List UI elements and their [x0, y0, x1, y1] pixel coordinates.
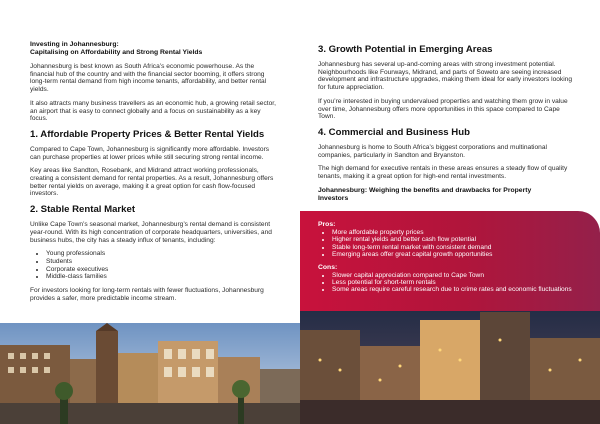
section4-heading: 4. Commercial and Business Hub	[318, 126, 470, 138]
pros-label: Pros:	[318, 221, 336, 228]
intro-title-line1: Investing in Johannesburg:	[30, 41, 119, 48]
section4-paragraph-1: Johannesburg is home to South Africa’s biggest corporations and multinational companies, particularly in Sandton and Bryanston.	[318, 143, 547, 159]
list-item: • Some areas require careful research due to crime rates and economic fluctuations	[332, 286, 586, 293]
intro-paragraph-1: Johannesburg is best known as South Africa’s economic powerhouse. As the financial hub of the country and with the financial sector booming, it offers strong long-term rental demand from high income tenants, affordability, and better rental yields.	[30, 63, 267, 94]
list-item: • Slower capital appreciation compared to Cape Town	[332, 272, 586, 279]
list-item: • Emerging areas offer great capital growth opportunities	[332, 251, 586, 258]
tenant-list	[30, 250, 278, 281]
section4-paragraph-2: The high demand for executive rentals in these areas ensures a steady flow of quality tenants, making it a great option for high-end rental investments.	[318, 165, 568, 181]
cons-label: Cons:	[318, 263, 338, 271]
intro-title	[30, 41, 278, 57]
weigh-heading-line1: Johannesburg: Weighing the benefits and drawbacks for Property	[318, 186, 532, 194]
pros-cons-panel	[300, 211, 600, 311]
list-item: • Middle-class families	[46, 273, 278, 281]
list-item: • Corporate executives	[46, 266, 278, 274]
pros-list	[318, 229, 586, 259]
weigh-heading-line2: Investors	[318, 194, 349, 202]
pros-cons-content	[318, 221, 586, 299]
weigh-heading	[318, 187, 574, 203]
cons-list	[318, 272, 586, 294]
list-item: • More affordable property prices	[332, 229, 586, 236]
left-column	[30, 41, 278, 308]
section2-paragraph-2: For investors looking for long-term rentals with fewer fluctuations, Johannesburg provides a safer, more predictable income stream.	[30, 287, 264, 302]
section1-heading: 1. Affordable Property Prices & Better Rental Yields	[30, 128, 265, 140]
section1-paragraph-2: Key areas like Sandton, Rosebank, and Midrand attract working professionals, creating a consistent demand for rental properties. As a result, Johannesburg offers better rental yields on average, making it a great option for cash flow-focused investors.	[30, 167, 274, 198]
intro-title-line2: Capitalising on Affordability and Strong Rental Yields	[30, 49, 203, 56]
section2-heading: 2. Stable Rental Market	[30, 204, 136, 216]
intro-paragraph-2: It also attracts many business travellers as an economic hub, a growing retail sector, an airport that is easy to connect globally and a focus on sustainability as a key focus.	[30, 99, 276, 123]
right-page	[300, 0, 600, 424]
list-item: • Stable long-term rental market with consistent demand	[332, 244, 586, 251]
list-item: • Young professionals	[46, 250, 278, 258]
section3-paragraph-1: Johannesburg has several up-and-coming areas with strong investment potential. Neighbourhoods like Fourways, Midrand, and parts of Soweto are seeing increased development and infrastructure upgrades, making them ideal for early investors looking for future appreciation.	[318, 61, 572, 92]
section1-paragraph-1: Compared to Cape Town, Johannesburg is significantly more affordable. Investors can purchase properties at lower prices while still securing strong rental income.	[30, 145, 270, 161]
right-column	[318, 40, 574, 203]
section3-heading: 3. Growth Potential in Emerging Areas	[318, 44, 493, 55]
section3-paragraph-2: If you’re interested in buying undervalued properties and watching them grow in value over time, Johannesburg offers more opportunities in this space compared to Cape Town.	[318, 97, 568, 121]
section2-paragraph-1: Unlike Cape Town’s seasonal market, Johannesburg’s rental demand is consistent year-round. With its high concentration of corporate headquarters, universities, and business hubs, the city has a steady influx of tenants, including:	[30, 221, 272, 244]
list-item: • Higher rental yields and better cash flow potential	[332, 236, 586, 243]
johannesburg-street-photo	[0, 323, 300, 424]
list-item: • Students	[46, 258, 278, 266]
mandela-square-night-photo	[300, 300, 600, 424]
list-item: • Less potential for short-term rentals	[332, 279, 586, 286]
